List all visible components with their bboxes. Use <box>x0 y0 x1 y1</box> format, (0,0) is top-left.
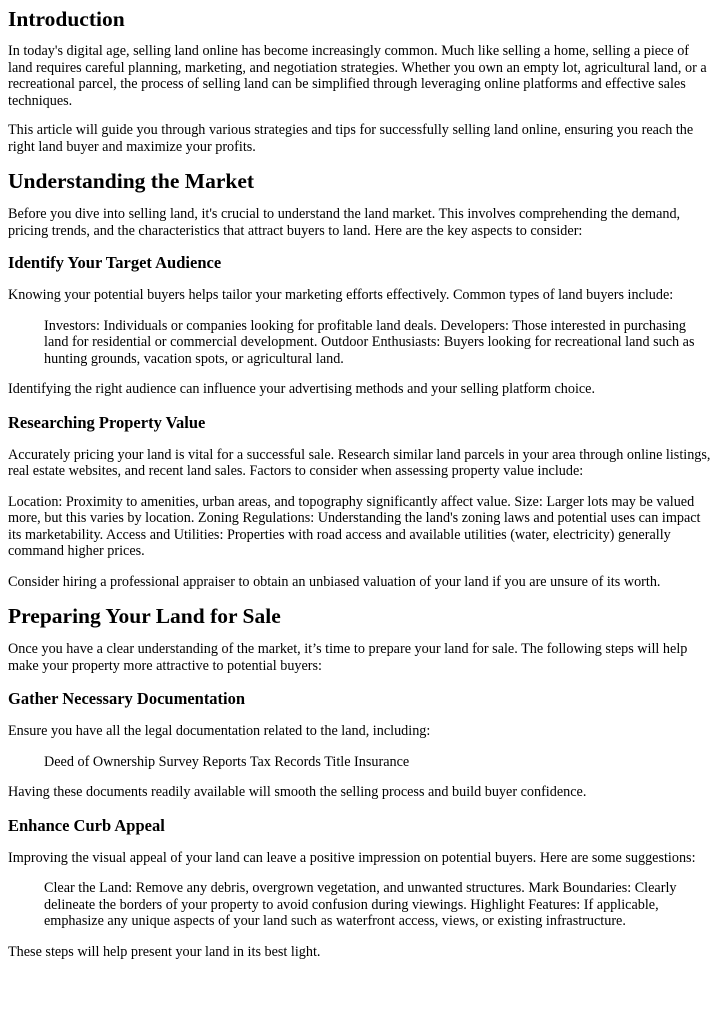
intro-paragraph-1: In today's digital age, selling land online has become increasingly common. Much like selling a home, selling a piece of land requires careful planning, marketing, and negotiation strategies. Whether you own an empty lot, agricultural land, or a recreational parcel, the process of selling land can be simplified through leveraging online platforms and effective sales techniques. <box>8 43 707 109</box>
heading-documentation: Gather Necessary Documentation <box>8 689 246 708</box>
suggestions-quote: Clear the Land: Remove any debris, overgrown vegetation, and unwanted structures. Mark Boundaries: Clearly delineate the borders of your property to avoid confusion during viewings. Highlight Features: If applicable, emphasize any unique aspects of your land such as waterfront access, views, or existing infrastructure. <box>44 880 677 929</box>
value-factors: Location: Proximity to amenities, urban areas, and topography significantly affect value. Size: Larger lots may be valued more, but this varies by location. Zoning Regulations: Understanding the land's zoning laws and potential uses can impact its marketability. Access and Utilities: Properties with road access and available utilities (water, electricity) generally command higher prices. <box>8 493 701 559</box>
heading-introduction: Introduction <box>8 7 125 31</box>
market-intro: Before you dive into selling land, it's crucial to understand the land market. This involves comprehending the demand, pricing trends, and the characteristics that attract buyers to land. Here are the key aspects to consider: <box>8 206 681 239</box>
heading-property-value: Researching Property Value <box>8 412 206 432</box>
curb-appeal-intro: Improving the visual appeal of your land can leave a positive impression on potential buyers. Here are some suggestions: <box>8 849 696 866</box>
audience-outro: Identifying the right audience can influence your advertising methods and your selling platform choice. <box>8 381 596 397</box>
audience-intro: Knowing your potential buyers helps tailor your marketing efforts effectively. Common types of land buyers include: <box>8 287 674 303</box>
value-outro: Consider hiring a professional appraiser to obtain an unbiased valuation of your land if you are unsure of its worth. <box>8 573 661 590</box>
value-intro: Accurately pricing your land is vital for a successful sale. Research similar land parcels in your area through online listings, real estate websites, and recent land sales. Factors to consider when assessing property value include: <box>8 446 711 479</box>
heading-understanding-market: Understanding the Market <box>8 169 255 193</box>
heading-preparing-land: Preparing Your Land for Sale <box>8 604 281 628</box>
intro-paragraph-2: This article will guide you through various strategies and tips for successfully selling land online, ensuring you reach the right land buyer and maximize your profits. <box>8 122 694 155</box>
curb-appeal-outro: These steps will help present your land in its best light. <box>8 943 321 960</box>
article <box>0 7 720 960</box>
buyer-types-quote: Investors: Individuals or companies looking for profitable land deals. Developers: Those interested in purchasing land for residential or commercial development. Outdoor Enthusiasts: Buyers looking for recreational land such as hunting grounds, vacation spots, or agricultural land. <box>44 317 695 367</box>
documents-quote: Deed of Ownership Survey Reports Tax Records Title Insurance <box>44 753 410 770</box>
preparing-intro: Once you have a clear understanding of the market, it’s time to prepare your land for sale. The following steps will help make your property more attractive to potential buyers: <box>8 641 688 674</box>
documentation-outro: Having these documents readily available will smooth the selling process and build buyer confidence. <box>8 784 587 800</box>
documentation-intro: Ensure you have all the legal documentation related to the land, including: <box>8 723 431 739</box>
heading-target-audience: Identify Your Target Audience <box>8 253 222 272</box>
heading-curb-appeal: Enhance Curb Appeal <box>8 815 165 835</box>
